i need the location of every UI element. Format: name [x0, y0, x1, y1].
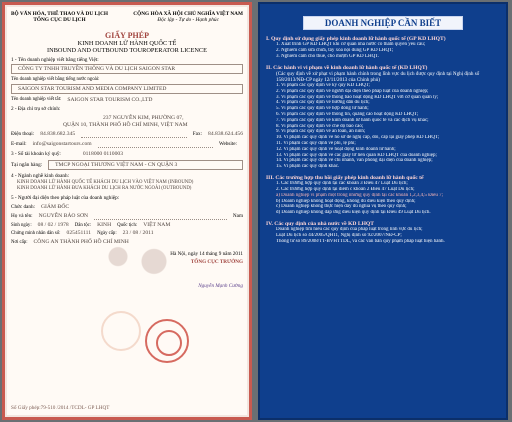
- license-header: [11, 11, 243, 23]
- section-3-item: b) Doanh nghiệp không hoạt động, không đủ điều kiện theo quy định;: [276, 198, 416, 204]
- section-2-item: 4. Vi phạm các quy định về hướng dẫn du lịch;: [276, 100, 370, 106]
- field-value-dob: 08 / 02 / 1978: [37, 221, 69, 228]
- section-1-list: [276, 42, 500, 59]
- field-label-ethnic: Dân tộc:: [74, 222, 92, 228]
- field-label-rep-name: Họ và tên:: [11, 213, 33, 219]
- section-4-item: Doanh nghiệp tìm hiểu các quy định của pháp luật trong lĩnh vực du lịch;: [276, 227, 423, 233]
- field-value-account: 0118000 0110003: [82, 150, 123, 157]
- section-1-item: 3. Nghiêm cấm cho thuê, cho mượn GP KD LHQT.: [276, 53, 380, 59]
- section-1: [266, 36, 500, 60]
- section-3-item: d) Doanh nghiệp không đáp ứng điều kiện quy định tại Điều 49 Luật Du lịch.: [276, 210, 431, 216]
- field-label-nationality: Quốc tịch:: [117, 222, 138, 228]
- official-stamp: [145, 319, 189, 363]
- field-value-business-1: KINH DOANH LỮ HÀNH QUỐC TẾ KHÁCH DU LỊCH VÀO VIỆT NAM (INBOUND): [17, 179, 194, 185]
- sign-name: Nguyễn Mạnh Cường: [198, 283, 243, 289]
- field-label-email: E-mail:: [11, 141, 27, 147]
- section-2-item: 13. Vi phạm các quy định về các giấy tờ liên quan KD LHQT của doanh nghiệp;: [276, 152, 437, 158]
- field-value-company-vi: CÔNG TY TNHH TRUYỀN THÔNG VÀ DU LỊCH SAIGON STAR: [11, 64, 243, 74]
- license-title: GIẤY PHÉP: [105, 31, 149, 40]
- field-label-dob: Sinh ngày:: [11, 222, 32, 228]
- row-account: [11, 151, 243, 157]
- row-email-web: [11, 141, 243, 148]
- row-rep-title: [11, 204, 243, 210]
- section-2-list: [276, 83, 500, 170]
- section-4-list: [276, 227, 500, 244]
- field-label-rep-title: Chức danh:: [11, 203, 35, 210]
- field-label-business: 4 - Ngành nghề kinh doanh:: [11, 172, 70, 179]
- row-rep-name: [11, 213, 243, 220]
- row-company-short: [11, 97, 243, 103]
- section-2-item: 15. Vi phạm các quy định khác.: [276, 164, 340, 170]
- license-page: [2, 2, 252, 420]
- motto: Độc lập - Tự do - Hạnh phúc: [157, 17, 219, 23]
- field-value-fax: 84.838.624.456: [208, 131, 243, 137]
- sign-location-date: Hà Nội, ngày 14 tháng 9 năm 2011: [170, 251, 243, 257]
- license-subtitle-en: INBOUND AND OUTBOUND TOUROPERATOR LICENCE: [47, 47, 207, 54]
- section-2-item: 8. Vi phạm các quy định về chế độ báo cáo;: [276, 123, 364, 129]
- section-2-item: 14. Vi phạm các quy định về chi nhánh, văn phòng đại diện của doanh nghiệp;: [276, 158, 433, 164]
- section-2-item: 12. Vi phạm các quy định về hoạt động kinh doanh lữ hành;: [276, 146, 396, 152]
- section-1-item: 2. Nghiêm cấm sửa chữa, tẩy xóa nội dung GP KD LHQT;: [276, 48, 394, 54]
- section-1-heading: I. Quy định sử dụng giấy phép kinh doanh lữ hành quốc tế (GP KD LHQT): [266, 36, 446, 42]
- section-4: [266, 221, 500, 245]
- notice-content: [266, 10, 500, 412]
- field-value-gender: Nam: [232, 213, 243, 219]
- field-label-website: Website:: [218, 141, 237, 147]
- field-label-account: 3 - Số tài khoản ký quỹ:: [11, 150, 61, 157]
- field-value-rep-name: NGUYỄN BẢO SƠN: [38, 213, 89, 219]
- country-header: [133, 11, 243, 23]
- notice-title: DOANH NGHIỆP CẦN BIẾT: [303, 16, 463, 30]
- field-value-issue-date: 23 / 08 / 2011: [122, 230, 154, 236]
- section-2-item: 10. Vi phạm các quy định về hồ sơ đề nghị cấp, đổi, cấp lại giấy phép KD LHQT;: [276, 135, 440, 141]
- field-value-bank: TMCP NGOẠI THƯƠNG VIỆT NAM - CN QUẬN 3: [48, 160, 243, 170]
- license-subtitle-vi: KINH DOANH LỮ HÀNH QUỐC TẾ: [77, 40, 177, 47]
- field-label-issue-date: Ngày cấp:: [97, 231, 117, 236]
- section-3-item: 1. Các trường hợp quy định tại các khoản 3 Điều 47 Luật Du lịch;: [276, 181, 408, 187]
- field-value-address-1: 237 NGUYỄN KIM, PHƯỜNG 07,: [103, 114, 184, 121]
- section-3: [266, 175, 500, 216]
- section-3-item: a) Doanh nghiệp vi phạm một trong những quy định tại các khoản 1,2,3,4,5 Điều 7;: [276, 192, 443, 198]
- section-4-item: Thông tư số 89/2008/TT-BVHTTDL, và các văn bản quy phạm pháp luật hiện hành.: [276, 238, 445, 244]
- section-2-note: (Các quy định về xử phạt vi phạm hành chính trong lĩnh vực du lịch được quy định tại Nghị định số 158/2013/NĐ-CP ngày 12/11/2013 của Chính phủ): [276, 70, 480, 83]
- section-3-item: 2. Các trường hợp quy định tại điểm c khoản 2 Điều 47 Luật Du lịch;: [276, 187, 415, 193]
- field-value-issue-place: CÔNG AN THÀNH PHỐ HỒ CHÍ MINH: [33, 238, 129, 245]
- country-name: CỘNG HÒA XÃ HỘI CHỦ NGHĨA VIỆT NAM: [133, 11, 243, 17]
- field-label-company-foreign: Tên doanh nghiệp viết bằng tiếng nước ngoài:: [11, 77, 100, 82]
- field-value-company-foreign: SAIGON STAR TOURISM AND MEDIA COMPANY LIMITED: [11, 84, 243, 94]
- notice-page: [258, 2, 508, 420]
- field-value-business-2: KINH DOANH LỮ HÀNH ĐƯA KHÁCH DU LỊCH RA NƯỚC NGOÀI (OUTBOUND): [17, 186, 192, 191]
- field-label-id: Chứng minh nhân dân số:: [11, 231, 61, 236]
- section-2-item: 2. Vi phạm các quy định về người đại diện theo pháp luật của doanh nghiệp;: [276, 88, 429, 94]
- ministry-header: [11, 11, 108, 23]
- field-value-id: 025451111: [66, 230, 92, 236]
- section-2: [266, 65, 500, 170]
- sign-role: TỔNG CỤC TRƯỞNG: [190, 259, 243, 265]
- field-label-company-short: Tên doanh nghiệp viết tắt:: [11, 96, 62, 102]
- field-label-fax: Fax:: [192, 131, 203, 137]
- field-label-representative: 5 - Người đại diện theo pháp luật của doanh nghiệp:: [11, 194, 120, 201]
- field-value-rep-title: GIÁM ĐỐC: [41, 203, 70, 210]
- field-value-email: info@saigonstartours.com: [32, 141, 92, 147]
- department-name: TỔNG CỤC DU LỊCH: [33, 17, 86, 23]
- section-4-item: Luật Du lịch số 44/2005/QH11, Nghị định số 92/2007/NĐ-CP;: [276, 233, 402, 239]
- dotted-line: [98, 141, 213, 148]
- field-label-phone: Điện thoại:: [11, 131, 35, 137]
- row-bank: [11, 160, 243, 170]
- license-content: [11, 11, 243, 411]
- section-3-heading: III. Các trường hợp thu hồi giấy phép kinh doanh lữ hành quốc tế: [266, 174, 424, 181]
- field-label-issue-place: Nơi cấp:: [11, 239, 28, 245]
- section-1-item: 1. Xuất trình GP KD LHQT khi cơ quan nhà nước có thẩm quyền yêu cầu;: [276, 42, 426, 48]
- field-label-company-vi: 1 - Tên doanh nghiệp viết bằng tiếng Việt:: [11, 57, 99, 63]
- licence-number: Số Giấy phép:79-510 /2014 /TCDL- GP LHQT: [11, 405, 110, 411]
- section-2-heading: II. Các hành vi vi phạm về kinh doanh lữ hành quốc tế (KD LHQT): [266, 64, 428, 71]
- field-label-address: 2 - Địa chỉ trụ sở chính:: [11, 105, 61, 112]
- row-dob: [11, 223, 243, 229]
- dotted-line: [81, 131, 187, 138]
- section-3-list: [276, 181, 500, 216]
- field-value-phone: 84.838.682.345: [40, 131, 76, 137]
- field-value-company-short: SAIGON STAR TOURISM CO.,LTD: [67, 96, 153, 103]
- dotted-line: [94, 213, 227, 220]
- field-value-nationality: VIỆT NAM: [143, 221, 171, 228]
- field-label-bank: Tại ngân hàng:: [11, 161, 43, 168]
- row-phone-fax: [11, 131, 243, 138]
- field-value-ethnic: KINH: [97, 221, 112, 228]
- section-2-item: 9. Vi phạm các quy định về an toàn, an ninh;: [276, 129, 366, 135]
- section-2-item: 11. Vi phạm các quy định về phí, lệ phí;: [276, 140, 356, 146]
- section-2-item: 1. Vi phạm các quy định về ký quỹ KD LHQT;: [276, 82, 370, 88]
- section-2-item: 7. Vi phạm các quy định về kinh doanh lữ hành quốc tế và các dịch vụ khác;: [276, 117, 429, 123]
- field-value-address-2: QUẬN 10, THÀNH PHỐ HỒ CHÍ MINH, VIỆT NAM: [63, 121, 188, 128]
- section-2-item: 5. Vi phạm các quy định về hợp đồng lữ hành;: [276, 106, 369, 112]
- section-4-heading: IV. Các quy định của nhà nước về KD LHQT: [266, 221, 374, 228]
- seal-watermark: [101, 311, 141, 351]
- watermark-graphic: [91, 235, 181, 283]
- section-2-item: 3. Vi phạm các quy định về thông báo hoạt động KD LHQT với cơ quan quản lý;: [276, 94, 439, 100]
- section-3-item: c) Doanh nghiệp không thực hiện đầy đủ nghĩa vụ theo quy định;: [276, 204, 407, 210]
- ministry-name: BỘ VĂN HÓA, THỂ THAO VÀ DU LỊCH: [11, 11, 109, 17]
- section-2-item: 6. Vi phạm các quy định về thông tin, quảng cáo hoạt động KD LHQT;: [276, 111, 419, 117]
